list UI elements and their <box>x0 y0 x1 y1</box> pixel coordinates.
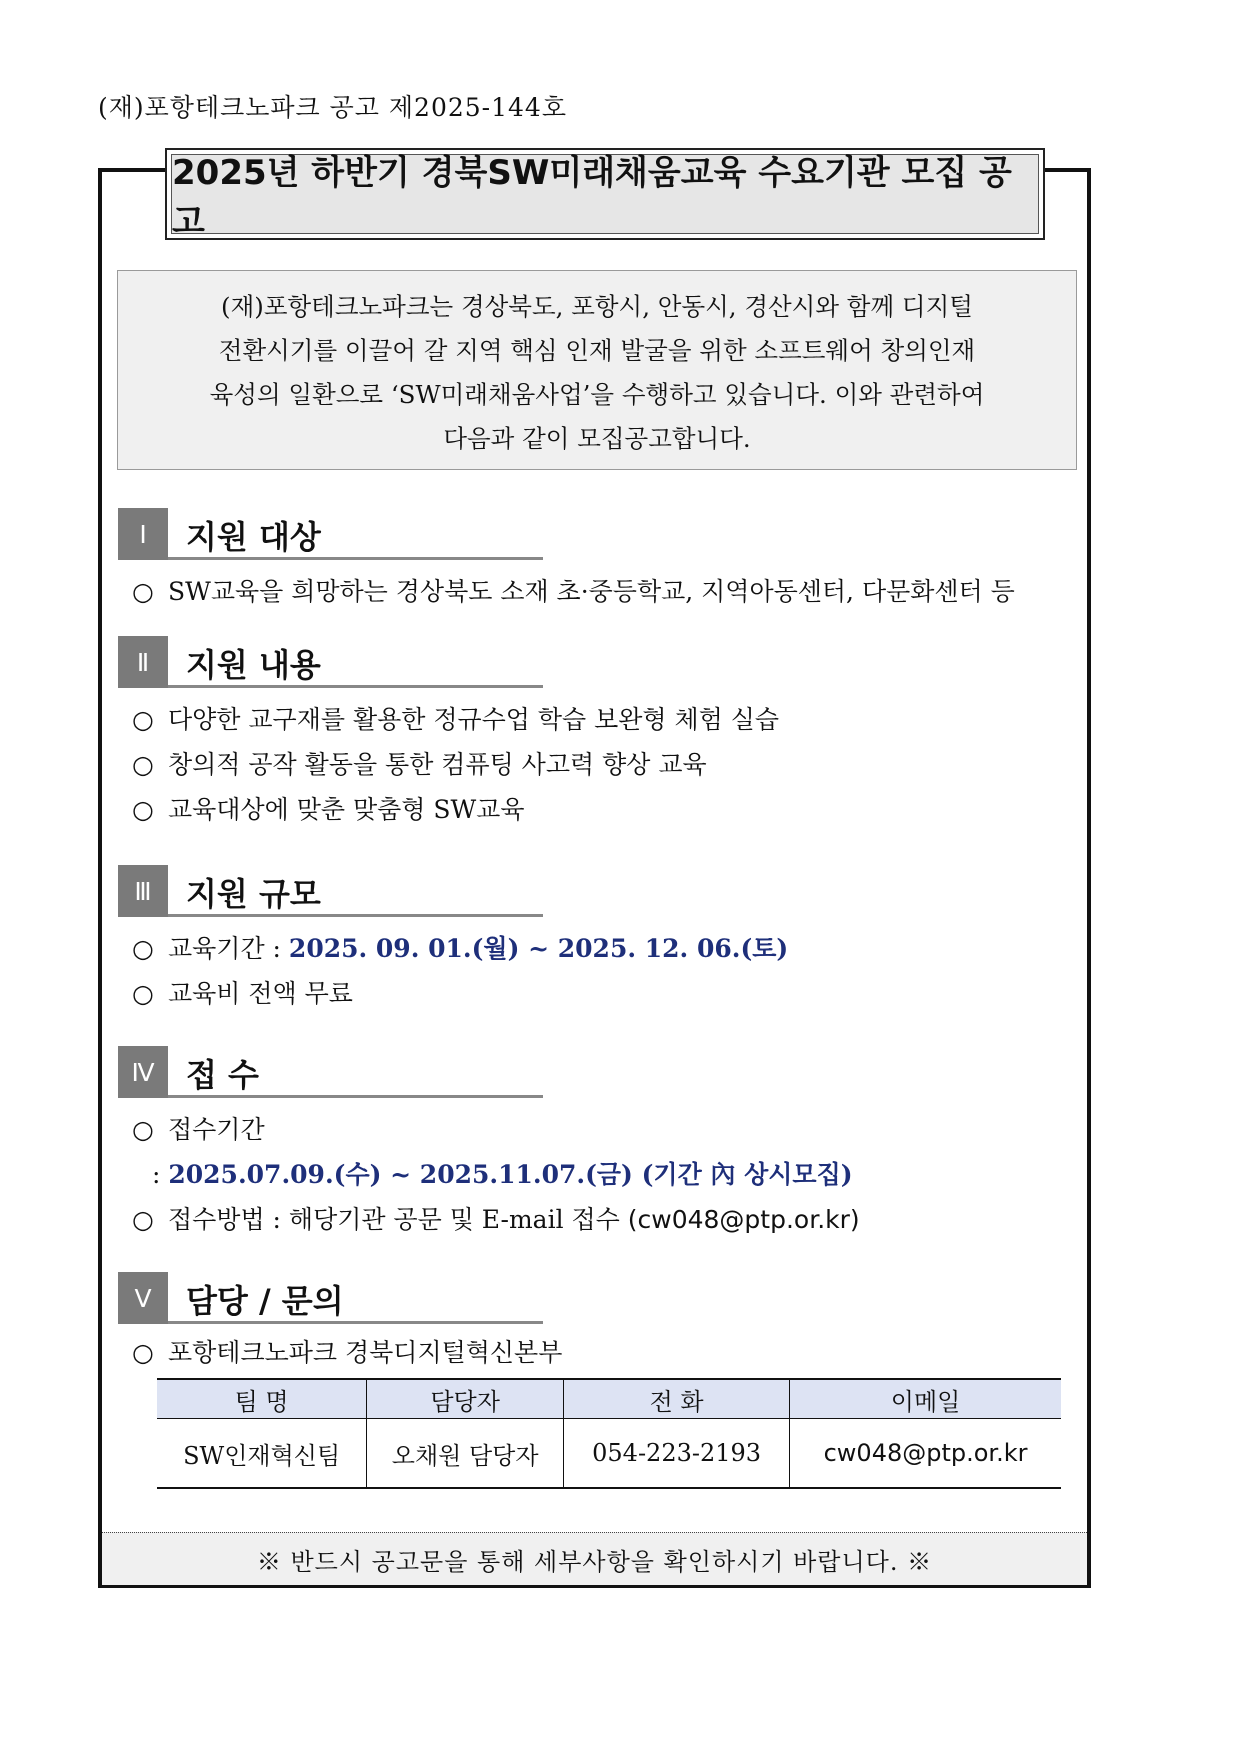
section-title: 지원 대상 <box>186 518 321 556</box>
intro-line: 전환시기를 이끌어 갈 지역 핵심 인재 발굴을 위한 소프트웨어 창의인재 <box>218 336 976 365</box>
section-heading-content <box>118 636 543 688</box>
list-item <box>132 1200 860 1236</box>
section-number: Ⅰ <box>118 508 168 560</box>
period-colon: : <box>152 1160 169 1189</box>
column-header: 담당자 <box>367 1379 564 1419</box>
circle-bullet-icon: ○ <box>132 979 154 1008</box>
table-row <box>157 1419 1061 1489</box>
intro-line: (재)포항테크노파크는 경상북도, 포항시, 안동시, 경산시와 함께 디지털 <box>221 292 973 321</box>
phone-number: 054-223-2193 <box>564 1419 790 1489</box>
column-header: 이메일 <box>790 1379 1061 1419</box>
intro-box <box>117 270 1077 470</box>
list-item <box>132 974 353 1010</box>
circle-bullet-icon: ○ <box>132 1338 154 1367</box>
document-title: 2025년 하반기 경북SW미래채움교육 수요기관 모집 공고 <box>171 154 1039 234</box>
circle-bullet-icon: ○ <box>132 795 154 824</box>
title-box <box>165 148 1045 240</box>
application-period: 2025.07.09.(수) ~ 2025.11.07.(금) (기간 內 상시모집) <box>168 1160 853 1189</box>
footer-notice: ※ 반드시 공고문을 통해 세부사항을 확인하시기 바랍니다. ※ <box>102 1532 1087 1585</box>
circle-bullet-icon: ○ <box>132 577 154 606</box>
section-underline <box>168 1095 543 1098</box>
notice-number: (재)포항테크노파크 공고 제2025-144호 <box>98 93 567 122</box>
list-item <box>132 790 524 826</box>
circle-bullet-icon: ○ <box>132 1205 154 1234</box>
section-underline <box>168 557 543 560</box>
team-name: SW인재혁신팀 <box>157 1419 367 1489</box>
section-title: 지원 규모 <box>186 875 321 913</box>
section-heading-contact <box>118 1272 543 1324</box>
application-email[interactable]: (cw048@ptp.or.kr) <box>627 1205 860 1234</box>
circle-bullet-icon: ○ <box>132 750 154 779</box>
section-title: 접 수 <box>186 1056 259 1094</box>
circle-bullet-icon: ○ <box>132 934 154 963</box>
list-item <box>132 700 779 736</box>
list-item <box>132 1333 562 1369</box>
list-item <box>132 745 707 781</box>
item-text: SW교육을 희망하는 경상북도 소재 초·중등학교, 지역아동센터, 다문화센터 등 <box>168 577 1015 606</box>
circle-bullet-icon: ○ <box>132 705 154 734</box>
column-header: 팀 명 <box>157 1379 367 1419</box>
list-item <box>132 1110 265 1146</box>
item-text: 다양한 교구재를 활용한 정규수업 학습 보완형 체험 실습 <box>168 705 780 734</box>
intro-line: 다음과 같이 모집공고합니다. <box>443 424 751 453</box>
section-underline <box>168 914 543 917</box>
item-text: 창의적 공작 활동을 통한 컴퓨팅 사고력 향상 교육 <box>168 750 707 779</box>
item-text: 교육비 전액 무료 <box>168 979 353 1008</box>
section-heading-application <box>118 1046 543 1098</box>
section-heading-target <box>118 508 543 560</box>
circle-bullet-icon: ○ <box>132 1115 154 1144</box>
item-text: 접수방법 : 해당기관 공문 및 E-mail 접수 <box>168 1205 628 1234</box>
period-label: 교육기간 : <box>168 934 289 963</box>
list-item <box>132 572 1015 608</box>
section-title: 담당 / 문의 <box>186 1282 344 1320</box>
contact-table <box>157 1378 1061 1489</box>
item-text: 접수기간 <box>168 1115 265 1144</box>
section-underline <box>168 1321 543 1324</box>
section-number: Ⅴ <box>118 1272 168 1324</box>
education-period: 2025. 09. 01.(월) ~ 2025. 12. 06.(토) <box>288 934 789 963</box>
table-header-row <box>157 1379 1061 1419</box>
item-text: 교육대상에 맞춘 맞춤형 SW교육 <box>168 795 525 824</box>
section-heading-scale <box>118 865 543 917</box>
section-number: Ⅲ <box>118 865 168 917</box>
section-underline <box>168 685 543 688</box>
section-number: Ⅱ <box>118 636 168 688</box>
contact-email[interactable]: cw048@ptp.or.kr <box>790 1419 1061 1489</box>
section-title: 지원 내용 <box>186 646 321 684</box>
list-item <box>152 1155 853 1191</box>
section-number: Ⅳ <box>118 1046 168 1098</box>
item-text: 포항테크노파크 경북디지털혁신본부 <box>168 1338 563 1367</box>
contact-person: 오채원 담당자 <box>367 1419 564 1489</box>
column-header: 전 화 <box>564 1379 790 1419</box>
list-item <box>132 929 788 965</box>
intro-line: 육성의 일환으로 ‘SW미래채움사업’을 수행하고 있습니다. 이와 관련하여 <box>209 380 985 409</box>
